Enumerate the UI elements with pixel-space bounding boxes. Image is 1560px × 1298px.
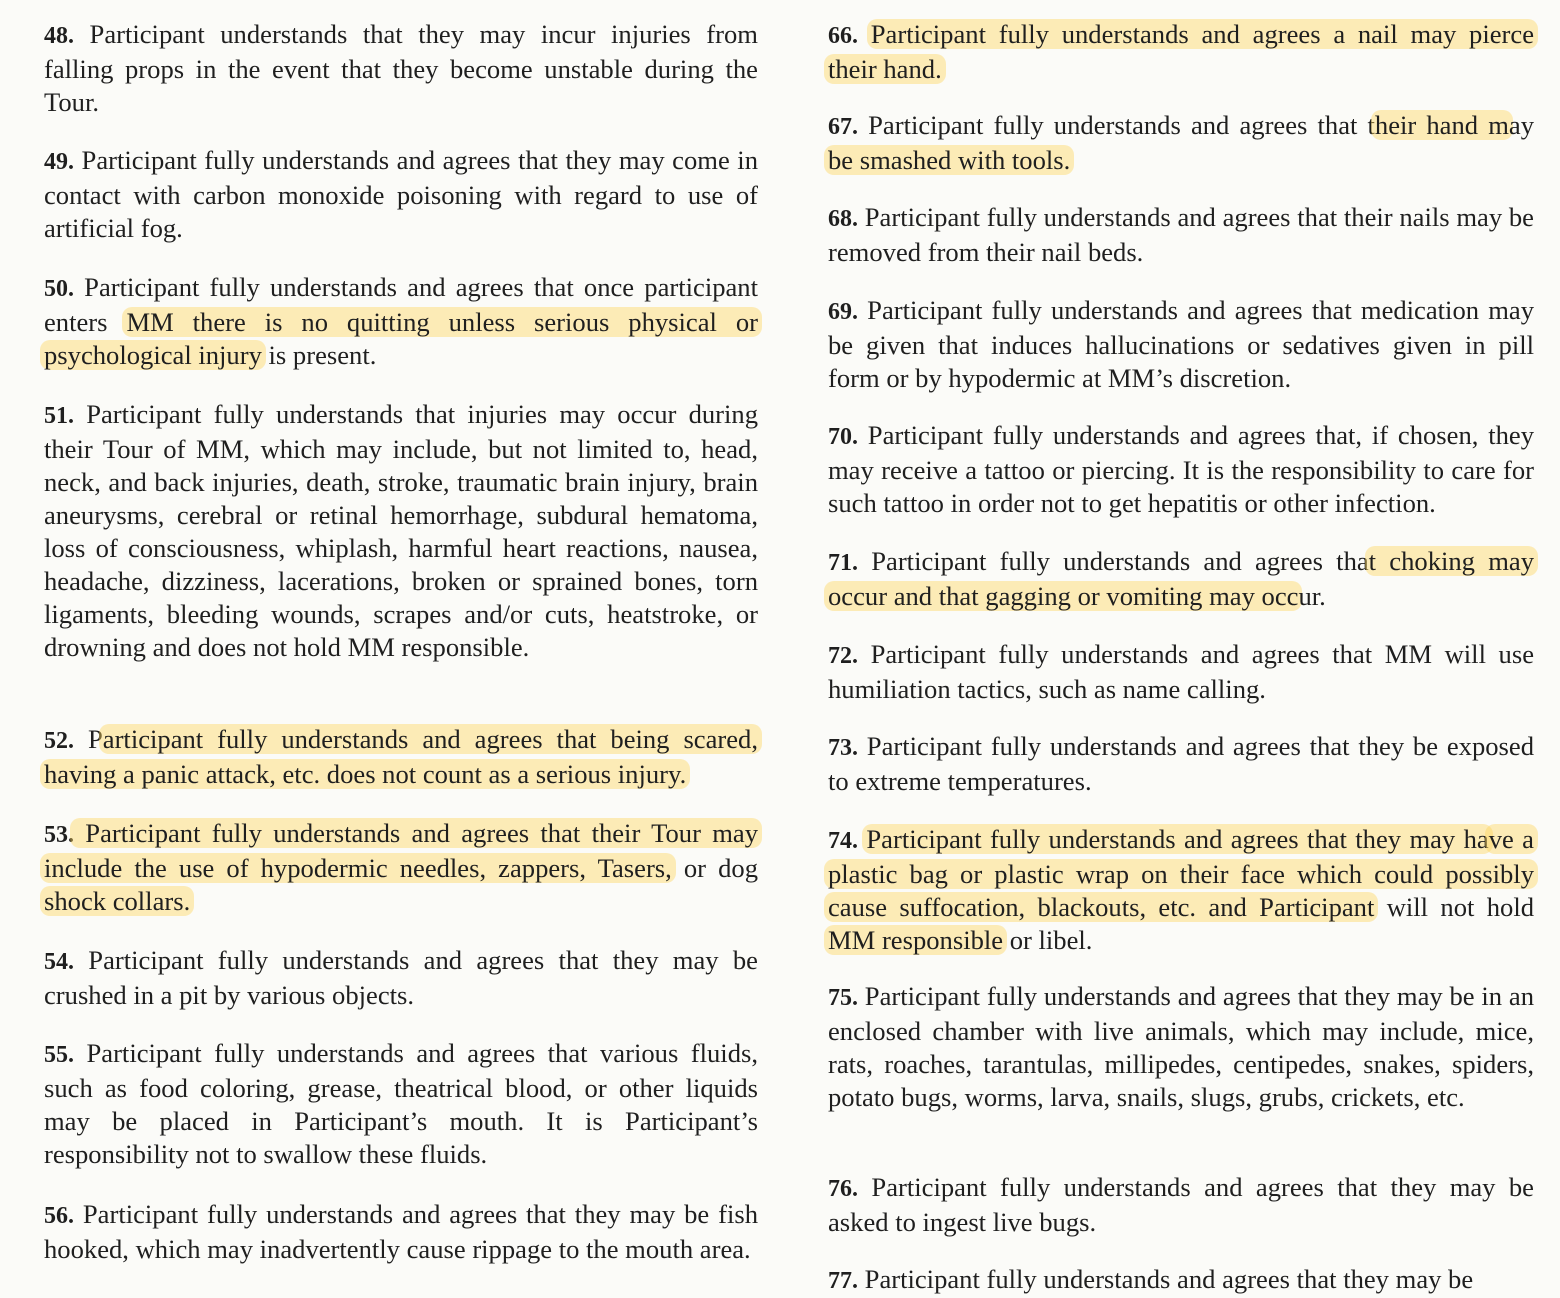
clause-text: Participant fully understands and agrees that their nails may be removed from their nail beds. — [828, 202, 1534, 267]
clause-75 — [828, 980, 1534, 1114]
clause-52 — [44, 723, 758, 791]
clause-53 — [44, 817, 758, 918]
clause-56 — [44, 1198, 758, 1266]
clause-number: 76. — [828, 1176, 858, 1202]
clause-number: 52. — [44, 728, 74, 754]
highlighted-text: Participant fully understands and agrees a nail may pierce their hand. — [824, 19, 1538, 84]
highlighted-text: ve a plastic bag or plastic wrap on their face which could possibly cause suffocation, blackouts, etc. and Participant — [824, 824, 1538, 922]
clause-73 — [828, 730, 1534, 798]
clause-text: Participant fully understands and agrees that MM will use humiliation tactics, such as name calling. — [828, 639, 1534, 704]
clause-number: 72. — [828, 643, 858, 669]
highlighted-text: heir hand m — [1371, 110, 1513, 140]
clause-text: will not hold — [1374, 892, 1534, 922]
clause-text: Participant fully understands that injuries may occur during their Tour of MM, which may include, but not limited to, head, neck, and back injuries, death, stroke, traumatic brain injury, brain aneurysms, cerebral or retinal hemorrhage, subdural hematoma, loss of consciousness, whiplash, harmful heart reactions, nausea, headache, dizziness, lacerations, broken or sprained bones, torn ligaments, bleeding wounds, scrapes and/or cuts, heatstroke, or drowning and does not hold MM responsible. — [44, 399, 758, 662]
clause-number: 74. — [828, 828, 858, 854]
clause-number: 75. — [828, 985, 858, 1011]
clause-number: 69. — [828, 299, 858, 325]
clause-text: P — [74, 724, 103, 754]
clause-50 — [44, 271, 758, 372]
highlighted-text: Participant fully understands and agrees that their Tour may include the use of hypodermic needles, zappers, Tasers, — [40, 818, 762, 883]
clause-66 — [828, 18, 1534, 86]
clause-74 — [828, 823, 1534, 957]
clause-text: Participant fully understands and agrees that they may be asked to ingest live bugs. — [828, 1172, 1534, 1237]
clause-text: or libel. — [1003, 925, 1093, 955]
clause-number: 53. — [44, 822, 74, 848]
clause-number: 48. — [44, 23, 74, 49]
clause-number: 51. — [44, 403, 74, 429]
clause-text: is present. — [261, 340, 377, 370]
clause-text: Participant fully understands and agrees that they may be in an enclosed chamber with live animals, which may include, mice, rats, roaches, tarantulas, millipedes, centipedes, snakes, spiders, potato bugs, worms, larva, snails, slugs, grubs, crickets, etc. — [828, 981, 1534, 1112]
clause-text: Participant fully understands and agrees that once participant enters — [44, 272, 758, 337]
clause-48 — [44, 18, 758, 119]
clause-text: Participant fully understands and agrees tha — [858, 546, 1369, 576]
clause-71 — [828, 545, 1534, 613]
highlighted-text: MM there is no quitting unless serious physical or psychological injury — [40, 307, 762, 370]
clause-55 — [44, 1037, 758, 1171]
highlighted-text: MM responsible — [824, 925, 1007, 955]
clause-number: 55. — [44, 1042, 74, 1068]
highlighted-text: articipant fully understands and agrees that being scared, having a panic attack, etc. does not count as a serious injury. — [40, 724, 762, 789]
clause-number: 54. — [44, 949, 74, 975]
clause-text: Participant fully understands and agrees that they may be crushed in a pit by various objects. — [44, 945, 758, 1010]
clause-number: 68. — [828, 206, 858, 232]
clause-number: 49. — [44, 149, 74, 175]
clause-69 — [828, 294, 1534, 395]
highlighted-text: shock collars. — [40, 886, 194, 916]
clause-text: Participant fully understands and agrees that, if chosen, they may receive a tattoo or piercing. It is the responsibility to care for such tattoo in order not to get hepatitis or other infection. — [828, 420, 1534, 518]
highlighted-text: be smashed with tools. — [824, 145, 1074, 175]
clause-text: Participant fully understands and agrees that t — [858, 110, 1375, 140]
clause-number: 71. — [828, 550, 858, 576]
clause-number: 50. — [44, 276, 74, 302]
highlighted-text: Participant fully understands and agrees that they may ha — [862, 824, 1492, 854]
clause-number: 77. — [828, 1268, 858, 1294]
clause-number: 66. — [828, 23, 858, 49]
clause-number: 67. — [828, 114, 858, 140]
clause-49 — [44, 144, 758, 245]
clause-67 — [828, 109, 1534, 177]
clause-number: 70. — [828, 424, 858, 450]
clause-text: Participant fully understands and agrees that they may come in contact with carbon monoxide poisoning with regard to use of artificial fog. — [44, 145, 758, 243]
clause-68 — [828, 201, 1534, 269]
clause-text: or dog — [671, 853, 758, 883]
clause-number: 73. — [828, 735, 858, 761]
clause-76 — [828, 1171, 1534, 1239]
clause-70 — [828, 419, 1534, 520]
clause-72 — [828, 638, 1534, 706]
clause-text: Participant understands that they may incur injuries from falling props in the event that they become unstable during the Tour. — [44, 19, 758, 117]
clause-text: Participant fully understands and agrees that they may be fish hooked, which may inadvertently cause rippage to the mouth area. — [44, 1199, 758, 1264]
clause-text: Participant fully understands and agrees that they be exposed to extreme temperatures. — [828, 731, 1534, 796]
clause-text: Participant fully understands and agrees that they may be — [858, 1264, 1474, 1294]
clause-number: 56. — [44, 1203, 74, 1229]
clause-54 — [44, 944, 758, 1012]
clause-51 — [44, 398, 758, 664]
highlighted-text: t choking may occur and that gagging or vomiting may occ — [824, 546, 1538, 611]
clause-text: ay — [1508, 110, 1534, 140]
clause-text: Participant fully understands and agrees that various fluids, such as food coloring, grease, theatrical blood, or other liquids may be placed in Participant’s mouth. It is Participant’s responsibility not to swallow these fluids. — [44, 1038, 758, 1169]
clause-text: ur. — [1298, 581, 1326, 611]
clause-text: Participant fully understands and agrees that medication may be given that induces hallucinations or sedatives given in pill form or by hypodermic at MM’s discretion. — [828, 295, 1534, 393]
